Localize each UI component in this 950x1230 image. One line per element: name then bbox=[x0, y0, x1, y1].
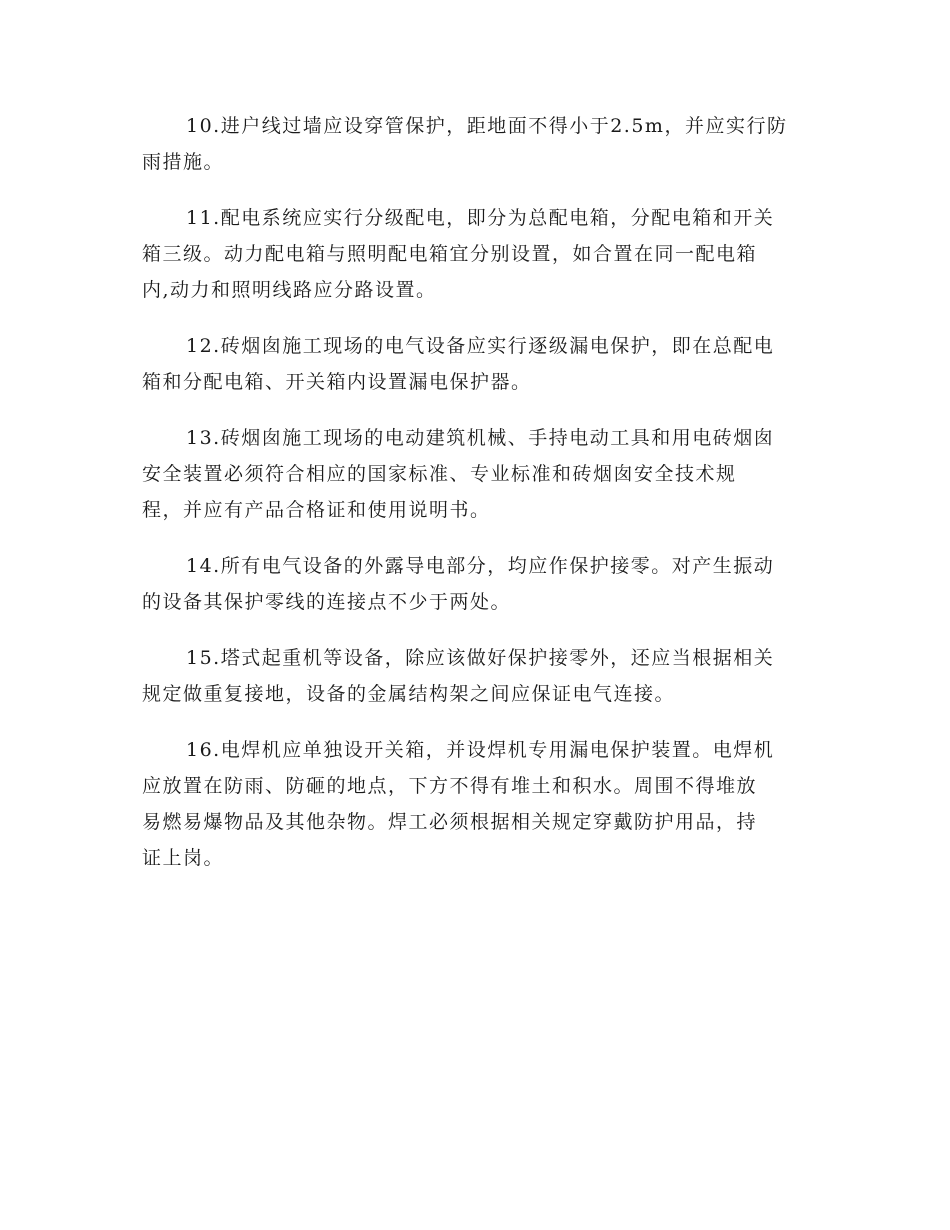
paragraph-16 bbox=[142, 732, 808, 876]
paragraph-line: 程，并应有产品合格证和使用说明书。 bbox=[142, 499, 491, 521]
paragraph-line: 箱和分配电箱、开关箱内设置漏电保护器。 bbox=[142, 371, 532, 393]
paragraph-line: 证上岗。 bbox=[142, 847, 225, 869]
paragraph-line: 11.配电系统应实行分级配电，即分为总配电箱，分配电箱和开关 bbox=[186, 207, 775, 229]
paragraph-11 bbox=[142, 200, 808, 308]
paragraph-line: 16.电焊机应单独设开关箱，并设焊机专用漏电保护装置。电焊机 bbox=[186, 739, 775, 761]
paragraph-line: 14.所有电气设备的外露导电部分，均应作保护接零。对产生振动 bbox=[186, 555, 775, 577]
paragraph-10 bbox=[142, 108, 808, 180]
paragraph-line: 雨措施。 bbox=[142, 151, 225, 173]
paragraph-line: 易燃易爆物品及其他杂物。焊工必须根据相关规定穿戴防护用品，持 bbox=[142, 811, 758, 833]
paragraph-line: 内,动力和照明线路应分路设置。 bbox=[142, 279, 437, 301]
paragraph-13 bbox=[142, 420, 808, 528]
paragraph-line: 12.砖烟囱施工现场的电气设备应实行逐级漏电保护，即在总配电 bbox=[186, 335, 775, 357]
paragraph-line: 13.砖烟囱施工现场的电动建筑机械、手持电动工具和用电砖烟囱 bbox=[186, 427, 775, 449]
paragraph-12 bbox=[142, 328, 808, 400]
paragraph-15 bbox=[142, 640, 808, 712]
paragraph-line: 规定做重复接地，设备的金属结构架之间应保证电气连接。 bbox=[142, 683, 676, 705]
document-body bbox=[142, 108, 808, 896]
paragraph-line: 15.塔式起重机等设备，除应该做好保护接零外，还应当根据相关 bbox=[186, 647, 775, 669]
paragraph-line: 安全装置必须符合相应的国家标准、专业标准和砖烟囱安全技术规 bbox=[142, 463, 737, 485]
paragraph-line: 应放置在防雨、防砸的地点，下方不得有堆土和积水。周围不得堆放 bbox=[142, 775, 758, 797]
paragraph-line: 的设备其保护零线的连接点不少于两处。 bbox=[142, 591, 512, 613]
paragraph-line: 10.进户线过墙应设穿管保护，距地面不得小于2.5m，并应实行防 bbox=[186, 115, 788, 137]
paragraph-line: 箱三级。动力配电箱与照明配电箱宜分别设置，如合置在同一配电箱 bbox=[142, 243, 758, 265]
paragraph-14 bbox=[142, 548, 808, 620]
